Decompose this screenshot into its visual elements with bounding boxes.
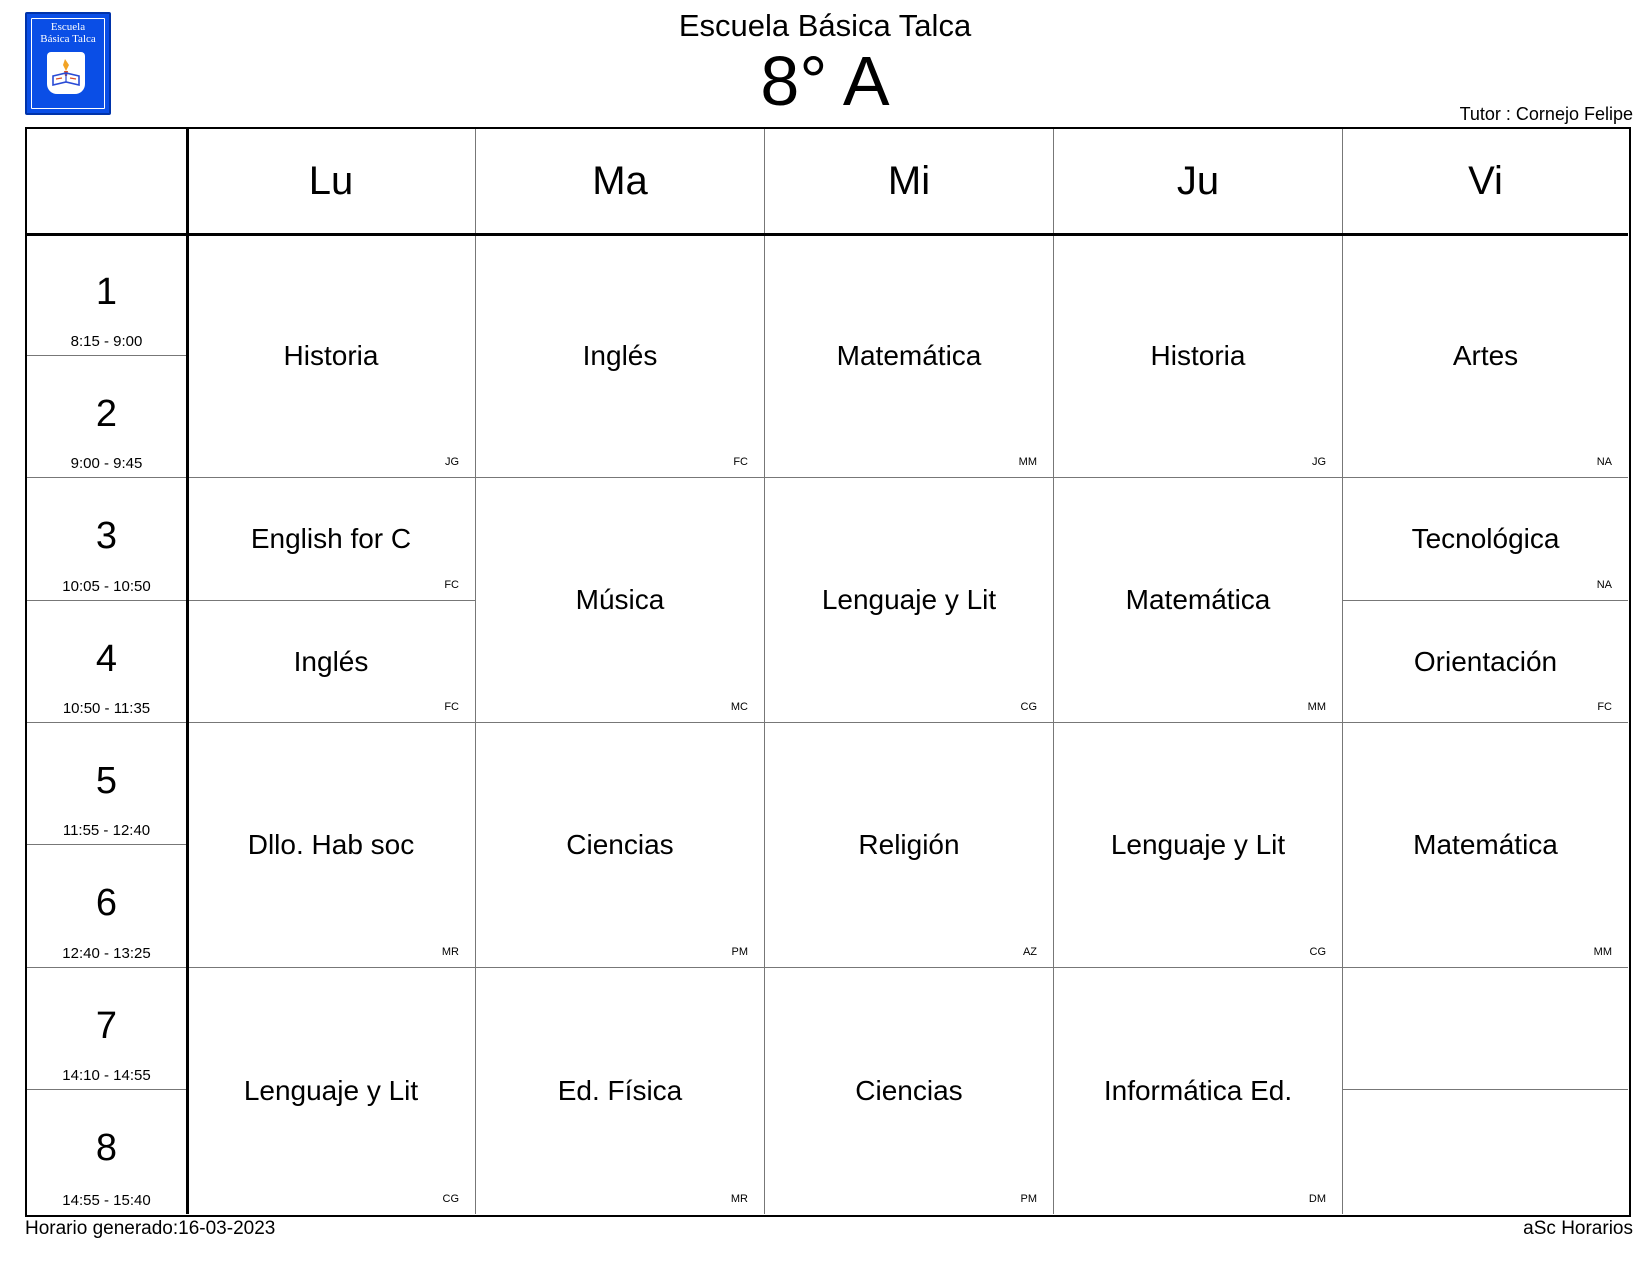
lesson-cell[interactable] [476,234,765,478]
lesson-cell[interactable] [187,968,476,1214]
subject-name: Religión [858,829,960,860]
teacher-initials: MR [730,1193,748,1205]
lesson-cell[interactable] [1343,723,1628,968]
teacher-initials: MM [1018,456,1037,468]
software-credit: aSc Horarios [1523,1218,1633,1239]
period-2 [27,356,187,478]
day-label: Mi [887,159,931,203]
lesson-cell[interactable] [187,234,476,478]
period-1 [27,234,187,356]
tutor-label: Tutor : Cornejo Felipe [1459,104,1633,124]
teacher-initials: AZ [1022,946,1037,958]
period-number: 3 [95,515,118,557]
period-number: 7 [95,1005,118,1047]
subject-name: Lenguaje y Lit [243,1075,419,1106]
class-name: 8° A [760,42,890,120]
day-header-ju [1054,129,1343,234]
teacher-initials: MM [1307,701,1326,713]
teacher-initials: NA [1596,579,1612,591]
teacher-initials: CG [442,1193,459,1205]
school-name: Escuela Básica Talca [678,8,972,43]
lesson-cell[interactable] [1054,234,1343,478]
subject-name: Inglés [293,645,369,677]
day-label: Lu [308,159,354,203]
period-time: 9:00 - 9:45 [70,455,143,472]
subject-name: Historia [283,339,379,371]
subject-name: Dllo. Hab soc [247,829,415,860]
lesson-cell[interactable] [476,723,765,968]
teacher-initials: FC [733,456,748,468]
subject-name: Ed. Física [557,1075,683,1106]
day-header-ma [476,129,765,234]
period-number: 5 [95,760,118,802]
teacher-initials: NA [1596,456,1612,468]
lesson-cell[interactable] [1054,478,1343,723]
subject-name: Orientación [1413,645,1558,677]
subject-name: Ciencias [855,1075,963,1106]
timetable-grid [25,127,1631,1217]
teacher-initials: PM [1020,1193,1037,1205]
period-7 [27,968,187,1090]
day-header-mi [765,129,1054,234]
lesson-cell[interactable] [1343,478,1628,601]
period-6 [27,845,187,968]
period-number: 4 [95,638,118,680]
subject-name: Lenguaje y Lit [821,584,997,615]
corner-cell [27,129,187,234]
subject-name: Inglés [582,339,658,371]
period-5 [27,723,187,845]
period-time: 14:10 - 14:55 [62,1067,151,1084]
lesson-cell[interactable] [187,723,476,968]
lesson-cell[interactable] [187,601,476,723]
teacher-initials: DM [1308,1193,1326,1205]
period-8 [27,1090,187,1214]
lesson-cell[interactable] [765,968,1054,1214]
teacher-initials: MR [441,946,459,958]
subject-name: Matemática [1413,829,1558,860]
lesson-cell[interactable] [1054,968,1343,1214]
period-time: 10:05 - 10:50 [62,578,151,595]
lesson-cell[interactable] [476,968,765,1214]
day-header-lu [187,129,476,234]
subject-name: Música [575,584,665,615]
period-4 [27,601,187,723]
teacher-initials: MM [1593,946,1612,958]
period-number: 1 [95,271,118,313]
lesson-cell[interactable] [1054,723,1343,968]
subject-name: Tecnológica [1411,523,1560,554]
day-label: Ju [1176,159,1220,203]
lesson-cell[interactable] [1343,234,1628,478]
lesson-cell[interactable] [1343,601,1628,723]
period-3 [27,478,187,601]
period-time: 8:15 - 9:00 [70,333,143,350]
period-number: 8 [95,1127,118,1169]
period-time: 14:55 - 15:40 [62,1192,151,1209]
logo-text: Escuela Básica Talca [40,21,96,45]
lesson-cell[interactable] [765,478,1054,723]
subject-name: Informática Ed. [1103,1075,1293,1106]
subject-name: Historia [1150,339,1246,371]
period-time: 11:55 - 12:40 [62,822,151,839]
teacher-initials: MC [730,701,748,713]
teacher-initials: FC [444,579,459,591]
period-column-divider [186,129,189,1214]
period-time: 10:50 - 11:35 [62,700,151,717]
period-number: 2 [95,393,118,435]
teacher-initials: JG [444,456,459,468]
teacher-initials: FC [1597,701,1612,713]
generated-date: Horario generado:16-03-2023 [25,1218,276,1239]
subject-name: English for C [250,523,412,554]
day-label: Vi [1468,159,1503,203]
subject-name: Matemática [836,339,982,371]
empty-lesson-cell [1343,968,1628,1090]
subject-name: Lenguaje y Lit [1110,829,1286,860]
teacher-initials: CG [1309,946,1326,958]
empty-lesson-cell [1343,1090,1628,1214]
period-number: 6 [95,882,118,924]
teacher-initials: JG [1311,456,1326,468]
day-header-vi [1343,129,1628,234]
teacher-initials: PM [731,946,748,958]
period-time: 12:40 - 13:25 [62,945,151,962]
lesson-cell[interactable] [765,723,1054,968]
lesson-cell[interactable] [476,478,765,723]
day-label: Ma [592,159,648,203]
header-divider [27,233,1628,236]
lesson-cell[interactable] [765,234,1054,478]
teacher-initials: CG [1020,701,1037,713]
teacher-initials: FC [444,701,459,713]
subject-name: Matemática [1125,584,1271,615]
subject-name: Artes [1452,339,1519,371]
subject-name: Ciencias [566,829,674,860]
lesson-cell[interactable] [187,478,476,601]
